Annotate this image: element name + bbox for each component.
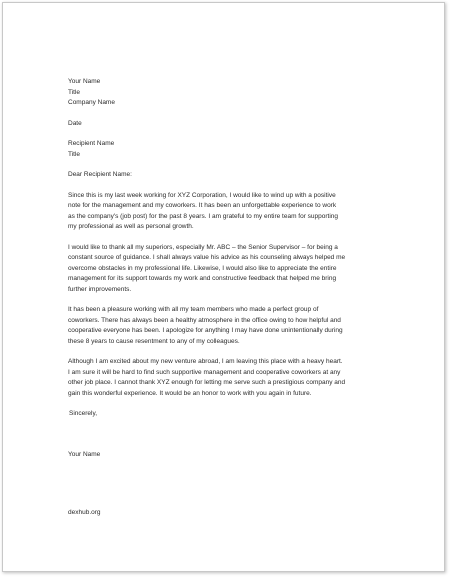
paragraph-line: overcome obstacles in my professional life. Likewise, I would also like to appreciate the entire (68, 264, 337, 272)
paragraph-1 (68, 191, 388, 233)
paragraph-line: further improvements. (68, 285, 132, 293)
paragraph-line: other job place. I cannot thank XYZ enough for letting me serve such a prestigious company and (68, 379, 346, 386)
closing: Sincerely, (69, 410, 98, 417)
paragraph-line: It has been a pleasure working with all my team members who made a perfect group of (68, 306, 319, 313)
paragraph-line: cooperative everyone has been. I apologize for anything I may have done unintentionally during (68, 327, 343, 334)
paragraph-4 (68, 357, 388, 399)
paragraph-line: these 8 years to cause resentment to any of my colleagues. (68, 337, 240, 345)
paragraph-line: coworkers. There has always been a healthy atmosphere in the office owing to how helpful and (68, 316, 341, 324)
paragraph-line: Since this is my last week working for XYZ Corporation, I would like to wind up with a positive (68, 191, 336, 199)
paragraph-line: I would like to thank all my superiors, especially Mr. ABC – the Senior Supervisor – for being a (68, 243, 338, 251)
paragraph-line: gain this wonderful experience. It would be an honor to work with you again in future. (68, 389, 312, 397)
footer-source: dexhub.org (68, 509, 101, 516)
paragraph-line: management for its support towards my work and constructive feedback that helped me bring (68, 275, 337, 282)
paragraph-line: my professional as well as personal growth. (68, 223, 194, 230)
paragraph-line: I am sure it will be hard to find such supportive management and cooperative coworkers at any (68, 368, 341, 376)
signature-name: Your Name (68, 450, 101, 458)
paragraph-3 (68, 305, 388, 347)
paragraph-line: note for the management and my coworkers. It has been an unforgettable experience to work (68, 202, 337, 209)
recipient-name: Recipient Name (68, 140, 115, 147)
recipient-title: Title (68, 150, 81, 158)
sender-name: Your Name (68, 78, 101, 85)
letter-date: Date (68, 119, 82, 127)
paragraph-2 (68, 243, 388, 296)
paragraph-line: Although I am excited about my new venture abroad, I am leaving this place with a heavy heart. (68, 358, 343, 365)
paragraph-line: constant source of guidance. I shall always value his advice as his counseling always helped me (68, 254, 346, 261)
salutation: Dear Recipient Name: (68, 171, 132, 178)
sender-title: Title (68, 88, 81, 96)
sender-company: Company Name (68, 99, 115, 106)
paragraph-line: as the company's (job post) for the past 8 years. I am grateful to my entire team for supporting (68, 212, 339, 220)
letter-body (68, 77, 388, 460)
